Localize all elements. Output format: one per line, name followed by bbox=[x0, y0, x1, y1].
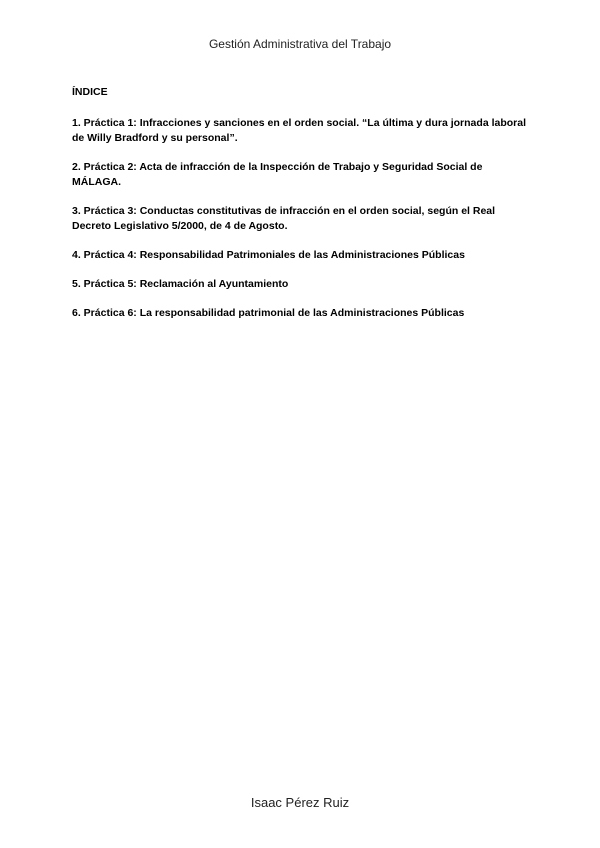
document-body bbox=[72, 86, 532, 335]
index-item-5: 5. Práctica 5: Reclamación al Ayuntamiento bbox=[72, 278, 289, 290]
index-item-1: 1. Práctica 1: Infracciones y sanciones en el orden social. “La última y dura jornada laboral de Willy Bradford y su personal”. bbox=[72, 117, 526, 144]
index-item-6: 6. Práctica 6: La responsabilidad patrimonial de las Administraciones Públicas bbox=[72, 307, 465, 319]
index-list bbox=[72, 116, 532, 321]
index-item-2: 2. Práctica 2: Acta de infracción de la Inspección de Trabajo y Seguridad Social de MÁLAGA. bbox=[72, 161, 483, 188]
page-footer-author: Isaac Pérez Ruiz bbox=[250, 795, 350, 810]
index-heading: ÍNDICE bbox=[72, 86, 108, 98]
page-header: Gestión Administrativa del Trabajo bbox=[208, 37, 392, 51]
index-item-4: 4. Práctica 4: Responsabilidad Patrimoniales de las Administraciones Públicas bbox=[72, 249, 465, 261]
index-item-3: 3. Práctica 3: Conductas constitutivas de infracción en el orden social, según el Real Decreto Legislativo 5/2000, de 4 de Agosto. bbox=[72, 205, 496, 232]
